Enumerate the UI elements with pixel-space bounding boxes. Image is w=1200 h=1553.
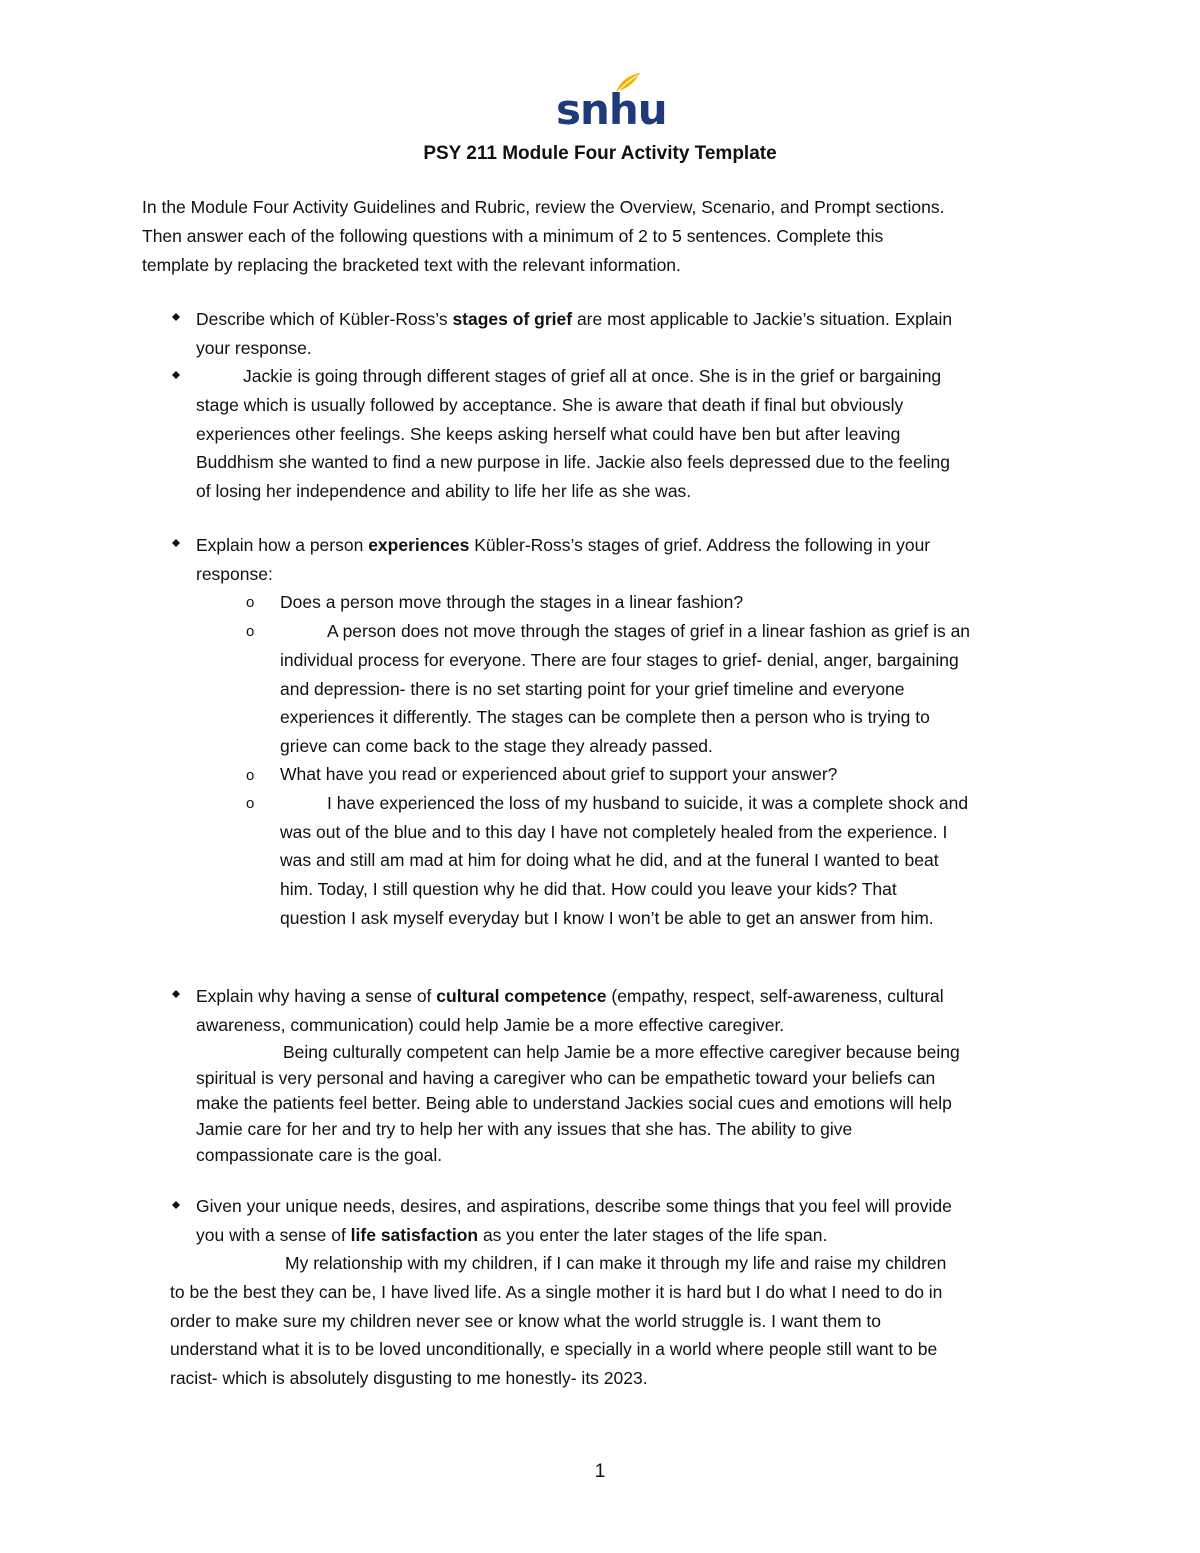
sub-answer-1-line: A person does not move through the stages of grief in a linear fashion as grief is an xyxy=(327,621,971,641)
answer-3-line: Jamie care for her and try to help her with any issues that she has. The ability to give xyxy=(196,1119,853,1139)
sub-answer-2-line: him. Today, I still question why he did that. How could you leave your kids? That xyxy=(280,879,897,899)
sub-question-1: Does a person move through the stages in a linear fashion? xyxy=(280,592,744,612)
question-2-line: Explain how a person experiences Kübler-Ross’s stages of grief. Address the following in your xyxy=(196,535,931,555)
sub-answer-1-line: individual process for everyone. There are four stages to grief- denial, anger, bargaining xyxy=(280,650,959,670)
sub-answer-1-line: experiences it differently. The stages can be complete then a person who is trying to xyxy=(280,707,930,727)
sub-bullet-marker: o xyxy=(246,623,255,640)
sub-answer-2-line: I have experienced the loss of my husband to suicide, it was a complete shock and xyxy=(327,793,969,813)
answer-4-line: order to make sure my children never see or know what the world struggle is. I want them to xyxy=(170,1311,882,1331)
bullet-icon xyxy=(172,371,180,379)
answer-3-line: compassionate care is the goal. xyxy=(196,1145,443,1165)
bullet-icon xyxy=(172,313,180,321)
answer-1-line: Jackie is going through different stages of grief all at once. She is in the grief or bargaining xyxy=(243,366,942,386)
intro-line: template by replacing the bracketed text with the relevant information. xyxy=(142,255,681,275)
sub-answer-2-line: was out of the blue and to this day I have not completely healed from the experience. I xyxy=(280,822,948,842)
logo-text: snhu xyxy=(556,85,667,134)
document-title: PSY 211 Module Four Activity Template xyxy=(423,143,777,164)
answer-1-line: of losing her independence and ability to life her life as she was. xyxy=(196,481,692,501)
intro-line: In the Module Four Activity Guidelines and Rubric, review the Overview, Scenario, and Prompt sections. xyxy=(142,197,945,217)
bullet-icon xyxy=(172,990,180,998)
bullet-icon xyxy=(172,1201,180,1209)
sub-bullet-marker: o xyxy=(246,594,255,611)
question-3-line: Explain why having a sense of cultural competence (empathy, respect, self-awareness, cultural xyxy=(196,986,944,1006)
sub-answer-2-line: question I ask myself everyday but I know I won’t be able to get an answer from him. xyxy=(280,908,934,928)
snhu-logo xyxy=(556,72,667,134)
question-4-line: Given your unique needs, desires, and aspirations, describe some things that you feel will provide xyxy=(196,1196,952,1216)
page-number: 1 xyxy=(594,1461,606,1482)
sub-answer-2-line: was and still am mad at him for doing what he did, and at the funeral I wanted to beat xyxy=(280,850,939,870)
sub-bullet-marker: o xyxy=(246,795,255,812)
sub-answer-1-line: grieve can come back to the stage they already passed. xyxy=(280,736,713,756)
intro-line: Then answer each of the following questions with a minimum of 2 to 5 sentences. Complete this xyxy=(142,226,884,246)
answer-4-line: to be the best they can be, I have lived life. As a single mother it is hard but I do what I need to do in xyxy=(170,1282,943,1302)
question-3-line: awareness, communication) could help Jamie be a more effective caregiver. xyxy=(196,1015,785,1035)
bullet-icon xyxy=(172,539,180,547)
question-1-line: your response. xyxy=(196,338,312,358)
answer-4-line: My relationship with my children, if I can make it through my life and raise my children xyxy=(285,1253,947,1273)
question-4-line: you with a sense of life satisfaction as you enter the later stages of the life span. xyxy=(196,1225,828,1245)
answer-4-line: understand what it is to be loved unconditionally, e specially in a world where people still want to be xyxy=(170,1339,938,1359)
answer-1-line: stage which is usually followed by acceptance. She is aware that death if final but obviously xyxy=(196,395,904,415)
answer-3-line: Being culturally competent can help Jamie be a more effective caregiver because being xyxy=(283,1042,960,1062)
answer-4-line: racist- which is absolutely disgusting to me honestly- its 2023. xyxy=(170,1368,648,1388)
answer-1-line: experiences other feelings. She keeps asking herself what could have ben but after leaving xyxy=(196,424,901,444)
sub-answer-1-line: and depression- there is no set starting point for your grief timeline and everyone xyxy=(280,679,905,699)
sub-question-2: What have you read or experienced about grief to support your answer? xyxy=(280,764,838,784)
question-2-line: response: xyxy=(196,564,273,584)
answer-1-line: Buddhism she wanted to find a new purpose in life. Jackie also feels depressed due to the feeling xyxy=(196,452,950,472)
answer-3-line: spiritual is very personal and having a caregiver who can be empathetic toward your beliefs can xyxy=(196,1068,936,1088)
sub-bullet-marker: o xyxy=(246,767,255,784)
answer-3-line: make the patients feel better. Being able to understand Jackies social cues and emotions will help xyxy=(196,1093,952,1113)
question-1-line: Describe which of Kübler-Ross’s stages of grief are most applicable to Jackie’s situation. Explain xyxy=(196,309,953,329)
